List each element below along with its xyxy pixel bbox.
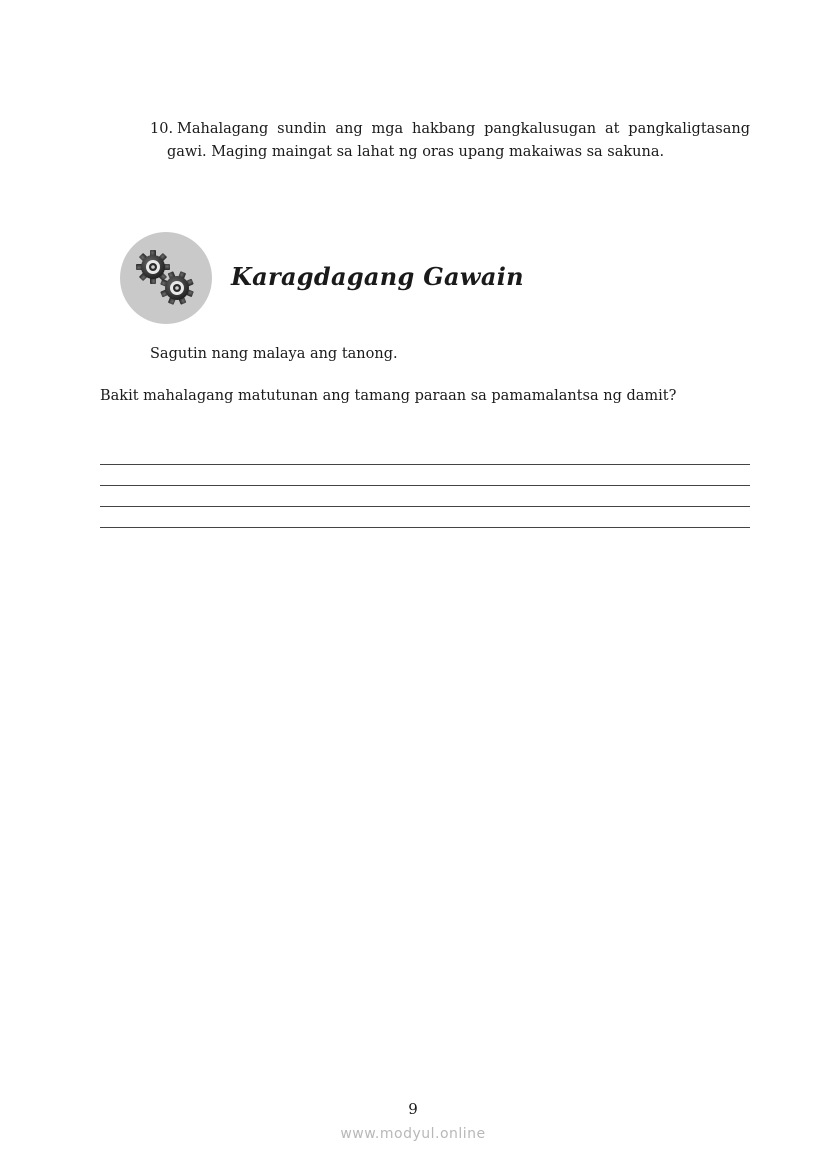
gears-icon	[120, 232, 212, 324]
list-item-10	[150, 118, 750, 164]
list-item-10-text-1: Mahalagang sundin ang mga hakbang pangkalusugan at pangkaligtasang	[177, 121, 750, 137]
instruction-text: Sagutin nang malaya ang tanong.	[150, 346, 398, 362]
list-item-number: 10.	[150, 121, 174, 137]
watermark: www.modyul.online	[340, 1126, 486, 1142]
answer-area[interactable]	[100, 444, 750, 528]
section-title: Karagdagang Gawain	[231, 262, 524, 291]
list-item-10-line1	[150, 118, 750, 141]
answer-line[interactable]	[100, 465, 750, 486]
gears-icon-graphic	[120, 232, 212, 324]
list-item-10-line2: gawi. Maging maingat sa lahat ng oras upang makaiwas sa sakuna.	[167, 144, 665, 160]
answer-line[interactable]	[100, 444, 750, 465]
question-text: Bakit mahalagang matutunan ang tamang paraan sa pamamalantsa ng damit?	[100, 388, 677, 404]
answer-line[interactable]	[100, 486, 750, 507]
answer-line[interactable]	[100, 507, 750, 528]
page-number: 9	[408, 1100, 418, 1118]
